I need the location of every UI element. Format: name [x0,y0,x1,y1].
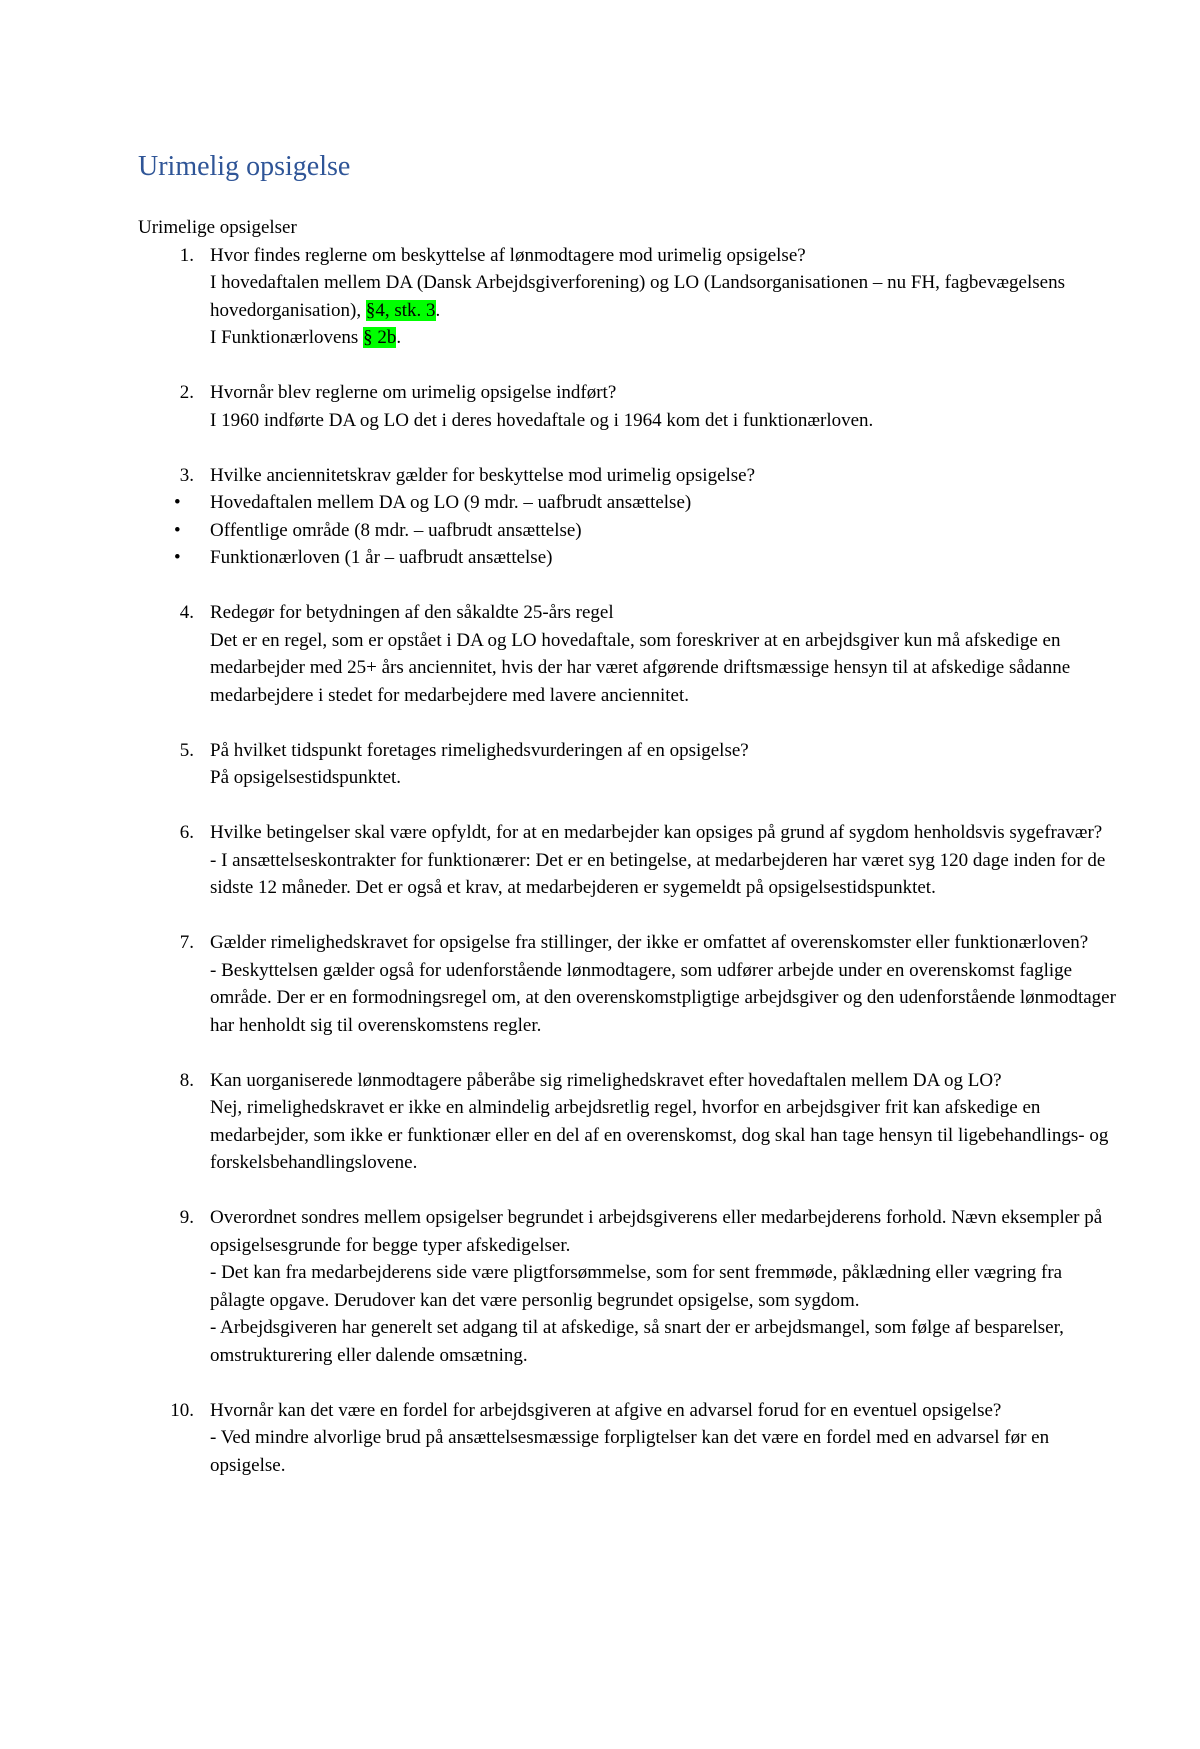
answer-text: Nej, rimelighedskravet er ikke en almindelig arbejdsretlig regel, hvorfor en arbejdsgiver frit kan afskedige en medarbejder, som ikke er funktionær eller en del af en overenskomst, dog skal han tage hensyn til ligebehandlings- og forskelsbehandlingslovene. [210,1097,1109,1173]
question-8 [138,1067,1118,1177]
answer-text: På opsigelsestidspunktet. [210,767,402,788]
question-number: 1. [179,244,194,266]
question-number: 10. [170,1399,194,1421]
question-1 [138,242,1118,352]
highlighted-reference: § 2b [363,327,397,348]
bullet-icon: • [174,519,181,541]
question-text: Redegør for betydningen af den såkaldte 25-års regel [210,602,614,623]
question-text: Hvilke betingelser skal være opfyldt, for at en medarbejder kan opsiges på grund af sygdom henholdsvis sygefravær? [210,822,1103,843]
document-page [138,150,1118,1479]
answer-text [210,324,1118,352]
question-text: Hvornår kan det være en fordel for arbejdsgiveren at afgive en advarsel forud for en eventuel opsigelse? [210,1399,1002,1421]
question-text: Hvornår blev reglerne om urimelig opsigelse indført? [210,382,617,403]
question-number: 5. [179,739,194,761]
question-4 [138,599,1118,709]
question-2 [138,379,1118,434]
highlighted-reference: §4, stk. 3 [365,299,436,321]
document-subtitle: Urimelige opsigelser [138,217,297,238]
question-number: 2. [179,382,194,403]
document-title: Urimelig opsigelse [138,151,351,182]
question-number: 6. [179,822,194,843]
bullet-icon: • [174,492,181,513]
list-item-text: Funktionærloven (1 år – uafbrudt ansættelse) [210,547,553,568]
list-item [138,489,1118,517]
question-3 [138,462,1118,490]
question-10 [138,1397,1118,1480]
question-number: 8. [179,1069,194,1091]
answer-text: I 1960 indførte DA og LO det i deres hovedaftale og i 1964 kom det i funktionærloven. [210,409,874,431]
question-5 [138,737,1118,792]
question-text: Overordnet sondres mellem opsigelser begrundet i arbejdsgiverens eller medarbejderens forhold. Nævn eksempler på opsigelsesgrunde for begge typer afskedigelser. [210,1207,1103,1256]
answer-text-part: I hovedaftalen mellem DA (Dansk Arbejdsgiverforening) og LO (Landsorganisationen – nu FH, fagbevægelsens hovedorganisation), [210,272,1065,321]
question-7 [138,929,1118,1039]
answer-text: - Ved mindre alvorlige brud på ansættelsesmæssige forpligtelser kan det være en fordel med en advarsel før en opsigelse. [210,1427,1050,1476]
question-text: Hvilke anciennitetskrav gælder for beskyttelse mod urimelig opsigelse? [210,464,756,486]
list-item-text: Hovedaftalen mellem DA og LO (9 mdr. – uafbrudt ansættelse) [210,492,692,513]
question-number: 7. [179,932,194,953]
answer-text: - Det kan fra medarbejderens side være pligtforsømmelse, som for sent fremmøde, påklædning eller vægring fra pålagte opgave. Derudover kan det være personlig begrundet opsigelse, som sygdom. [210,1262,1063,1311]
list-item-text: Offentlige område (8 mdr. – uafbrudt ansættelse) [210,519,582,541]
answer-text [210,269,1118,324]
answer-text-part: I Funktionærlovens [210,327,364,348]
question-number: 9. [179,1207,194,1228]
answer-text: - Arbejdsgiveren har generelt set adgang til at afskedige, så snart der er arbejdsmangel, som følge af besparelser, omstrukturering eller dalende omsætning. [210,1317,1064,1366]
question-number: 3. [179,464,194,486]
answer-text-part: . [435,299,441,321]
question-number: 4. [179,602,194,623]
question-9 [138,1204,1118,1369]
list-item [138,517,1118,545]
answer-text: - I ansættelseskontrakter for funktionærer: Det er en betingelse, at medarbejderen har været syg 120 dage inden for de sidste 12 måneder. Det er også et krav, at medarbejderen er sygemeldt på opsigelsestidspunktet. [210,849,1106,898]
answer-text: Det er en regel, som er opstået i DA og LO hovedaftale, som foreskriver at en arbejdsgiver kun må afskedige en medarbejder med 25+ års anciennitet, hvis der har været afgørende driftsmæssige hensyn til at afskedige sådanne medarbejdere i stedet for medarbejdere med lavere anciennitet. [210,629,1071,706]
answer-text: - Beskyttelsen gælder også for udenforstående lønmodtagere, som udfører arbejde under en overenskomst faglige område. Der er en formodningsregel om, at den overenskomstpligtige arbejdsgiver og den udenforstående lønmodtager har henholdt sig til overenskomstens regler. [210,959,1116,1036]
question-text: Gælder rimelighedskravet for opsigelse fra stillinger, der ikke er omfattet af overenskomster eller funktionærloven? [210,932,1089,953]
question-text: På hvilket tidspunkt foretages rimelighedsvurderingen af en opsigelse? [210,739,749,761]
answer-text-part: . [396,327,402,348]
question-text: Hvor findes reglerne om beskyttelse af lønmodtagere mod urimelig opsigelse? [210,244,806,266]
bullet-icon: • [174,547,181,568]
question-text: Kan uorganiserede lønmodtagere påberåbe sig rimelighedskravet efter hovedaftalen mellem DA og LO? [210,1069,1002,1091]
question-6 [138,819,1118,902]
list-item [138,544,1118,572]
